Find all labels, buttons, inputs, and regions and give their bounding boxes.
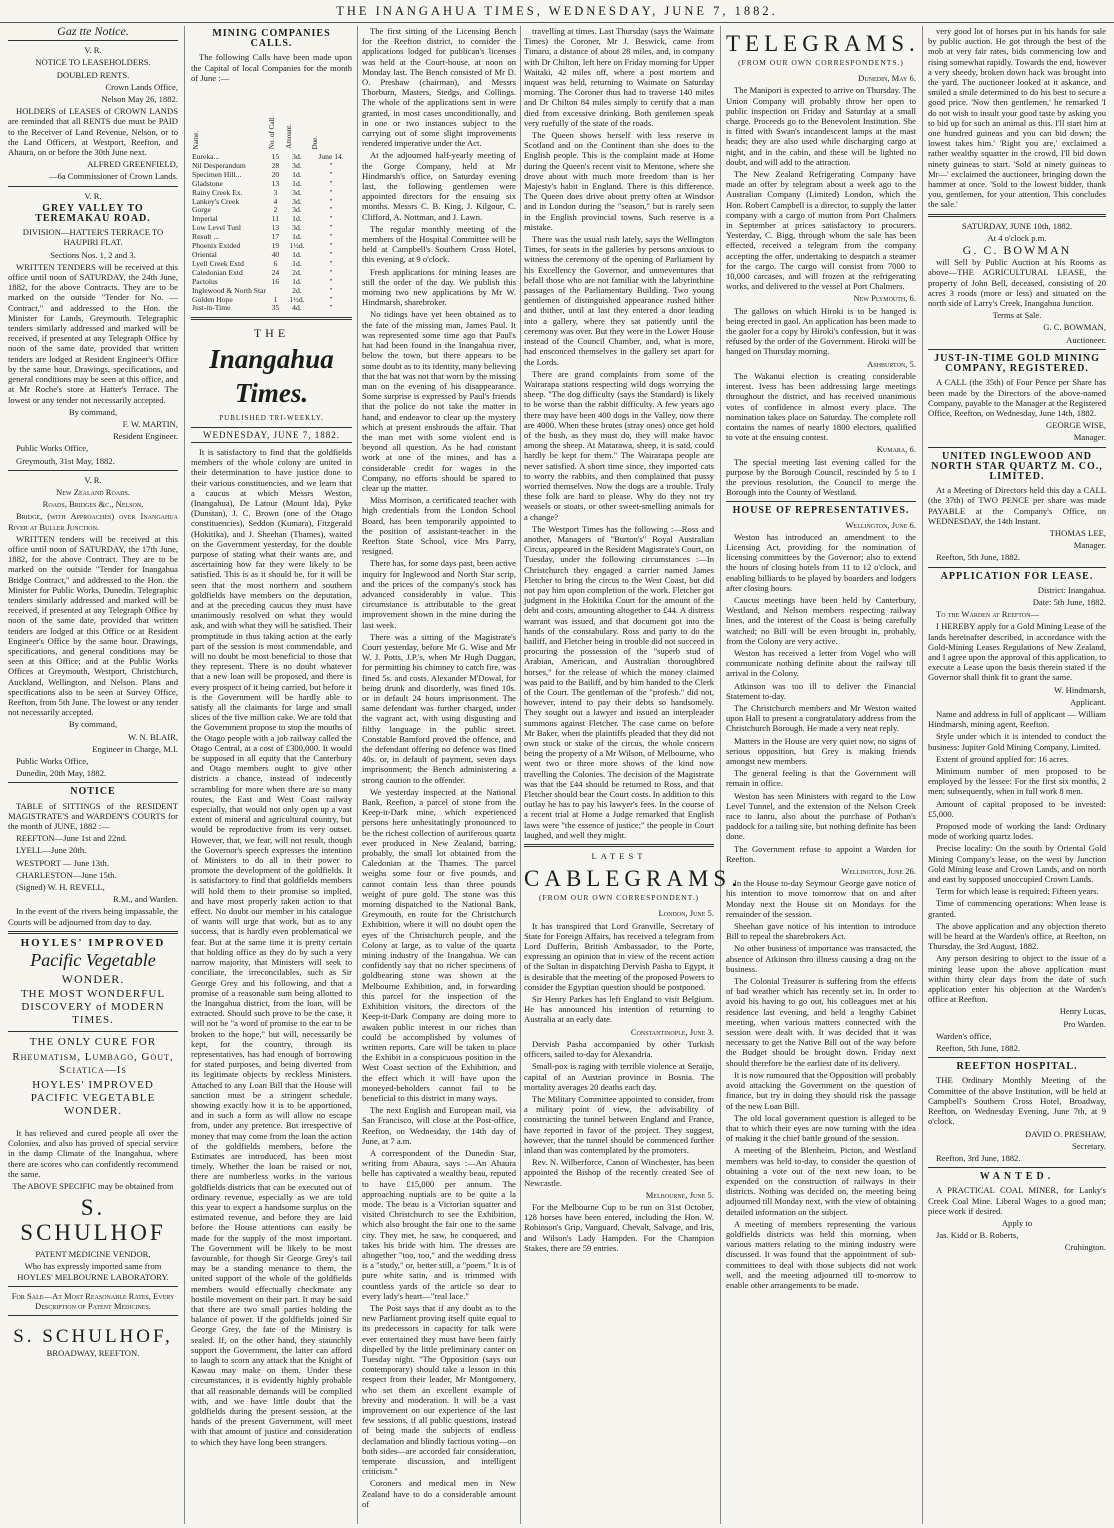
signatory-title: R.M., and Warden. <box>112 894 178 905</box>
tender-notice: WRITTEN tenders will be received at this office until noon of SATURDAY, the 17th June, 1882, for the above Contract. They are to be marked on the outside "Tender for Inangahua Bridge Contract," and addressed to the Hon. the Minister for Public Works, Dunedin. Telegraphic tenders similarly addressed and marked will be received, if presented at any Telegraph Office by noon of the same date, provided that written tenders are lodged at this Office or at Resident Engineer's Office by the same hour. Drawings, specifications, and general conditions may be seen at this Office; and at the Public Works Offices at Greymouth, Westport, Christchurch, Auckland, Wellington, and Nelson. Plans and specifications also to be seen at Survey Office, Reefton, from 5th June. The lowest or any tender not necessarily accepted. <box>8 533 178 718</box>
cable-item: Rev. N. Wilberforce, Canon of Winchester, has been appointed the Bishop of the recently created See of Newcastle. <box>524 1157 714 1188</box>
news-paragraph: The next English and European mail, via San Francisco, will close at the Post-office, Reefton, on Wednesday, the 14th day of June, at 7 a.m. <box>362 1105 516 1146</box>
royal-cipher: V. R. <box>84 190 102 201</box>
call-number: 16 <box>271 276 280 286</box>
house-item: The Colonial Treasurer is suffering from the effects of bad weather which has recently set in. In order to avoid his having to go out, his colleagues met at his residence last evening, and held a lengthy Cabinet meeting, when various matters connected with the session were dealt with. It was decided that it was necessary to get the Native Bill out of the way before the Budget should be brought down. Friday next should therefore be the earliest date of its delivery. <box>726 976 916 1068</box>
call-due: " <box>329 232 333 242</box>
divider <box>928 447 1106 448</box>
signatory-title: Applicant. <box>1069 696 1106 707</box>
call-number: 13 <box>271 223 280 233</box>
ad-wonder: WONDER. <box>61 972 125 987</box>
dateline: London, June 5. <box>658 908 714 919</box>
call-due: " <box>329 214 333 224</box>
news-paragraph: There are grand complaints from some of the Wairarapa stations respecting wild dogs worrying the sheep. "The dog difficulty (says the Standard) is likely to be worse than the rabbit difficulty. A few years ago there may have been 400 dogs in the Valley, now there are 4000. When these brutes (stray ones) once get hold of the bush, as they must do, they will make havoc among the sheep. At Matarawa, sheep, it is said, could hardly be kept for them." The Wairarapa people are never satisfied. A short time since, they imported cats to worry the rabbits, and then complained that pussy worried themselves. Now the dogs are a trouble. Truly these folk are hard to please. Why do they not try weasels or stoats, or other sweet-smelling animals for a change? <box>524 368 714 522</box>
auction-date: SATURDAY, JUNE 10th, 1882. <box>961 220 1073 231</box>
lease-detail: Style under which it is intended to conduct the business: Jupiter Gold Mining Company, Limited. <box>928 731 1106 752</box>
signatory-name: (Signed) W. H. REVELL, <box>16 882 105 893</box>
call-amount: 3d. <box>292 187 302 197</box>
divider <box>8 782 178 783</box>
lease-detail: Time of commencing operations: When lease is granted. <box>928 898 1106 919</box>
ad-pacific-vegetable: Pacific Vegetable <box>30 950 156 971</box>
division-heading: DIVISION—HATTER'S TERRACE TO HAUPIRI FLAT. <box>22 227 164 248</box>
gazette-notice-heading: Gaz tte Notice. <box>57 24 129 38</box>
call-amount: 3d. <box>292 152 302 162</box>
ad-hoyles-heading: HOYLES' IMPROVED <box>20 936 166 949</box>
house-item: A meeting of members representing the various goldfields districts was held this morning, when various matters relating to the mining industry were discussed. It was found that the appointment of sub-committees to deal with those subjects did not work well, and the meeting adjourned till to-morrow to enable other arrangements to be made. <box>726 1218 916 1290</box>
calls-header-due: Due. <box>311 135 320 150</box>
ad-only-cure: THE ONLY CURE FOR <box>29 1036 157 1049</box>
signatory-name: G. C. BOWMAN, <box>1043 322 1106 333</box>
call-company: Just-in-Time <box>192 303 231 313</box>
news-paragraph: Miss Morrison, a certificated teacher with high credentials from the London School Board, has been temporarily appointed to the position of assistant-teacher in the Reefton State School, vice Mrs Parry, resigned. <box>362 495 516 557</box>
call-amount: 1d. <box>292 249 302 259</box>
call-company: Phoenix Extded <box>192 241 241 251</box>
office-date: Dunedin, 20th May, 1882. <box>16 768 107 779</box>
call-number: 17 <box>271 232 280 242</box>
signatory-title: Engineer in Charge, M.I. <box>92 743 178 754</box>
divider <box>8 1031 178 1032</box>
rivers-note: In the event of the rivers being impassable, the Courts will be adjourned from day to day. <box>8 906 178 927</box>
cablegrams-source: (FROM OUR OWN CORRESPONDENT.) <box>538 893 700 903</box>
signatory-name: Henry Lucas, <box>1059 1006 1106 1017</box>
column-1 <box>8 26 178 1524</box>
notice-heading: NOTICE <box>70 786 116 798</box>
dateline: Wellington, June 6. <box>845 519 916 530</box>
calls-row <box>191 198 352 207</box>
telegrams-source: (FROM OUR OWN CORRESPONDENTS.) <box>738 58 904 67</box>
sections-line: Sections Nos. 1, 2 and 3. <box>50 249 136 260</box>
sittings-table-intro: TABLE of SITTINGS of the RESIDENT MAGISTRATE'S and WARDEN'S COURTS for the month of JUNE, 1882 :— <box>8 800 178 832</box>
news-paragraph: Coroners and medical men in New Zealand have to do a considerable amount of <box>362 1478 516 1509</box>
call-amount: 1d. <box>292 276 302 286</box>
dateline: Melbourne, June 5. <box>645 1189 714 1200</box>
sitting-westport: WESTPORT — June 13th. <box>16 857 109 868</box>
lease-detail: Any person desiring to object to the issue of a mining lease upon the above application must within thirty clear days from the date of such application enter his objection at the Warden's office at Reefton. <box>928 953 1106 1005</box>
call-number: 6 <box>273 258 278 268</box>
company-heading: JUST-IN-TIME GOLD MINING COMPANY, REGISTERED. <box>934 352 1100 375</box>
ad-obtained-from: The ABOVE SPECIFIC may be obtained from <box>12 1181 174 1192</box>
hospital-heading: REEFTON HOSPITAL. <box>956 1061 1078 1073</box>
call-due: " <box>329 241 333 251</box>
call-due: " <box>329 169 333 179</box>
auction-terms: Terms at Sale. <box>992 310 1042 321</box>
mining-calls-heading: MINING COMPANIES CALLS. <box>212 28 331 50</box>
call-amount: 1d. <box>292 169 302 179</box>
divider <box>928 214 1106 217</box>
ad-rheumatism: Rheumatism, Lumbago, Gout, Sciatica—Is <box>12 1051 174 1077</box>
crown-lands-office: Crown Lands Office, <box>105 81 178 92</box>
cable-item: Small-pox is raging with terrible violence at Seraijo, capital of an Austrian province in Bosnia. The mortality averages 20 deaths each day. <box>524 1061 714 1092</box>
column-rule <box>357 26 358 1524</box>
call-due: " <box>329 303 333 313</box>
dateline: Constantinople, June 3. <box>630 1026 714 1037</box>
nameplate-date: WEDNESDAY, JUNE 7, 1882. <box>191 427 352 443</box>
signatory-name: W. N. BLAIR, <box>127 731 178 742</box>
news-paragraph: There was the usual rush lately, says the Wellington Times, for seats in the galleries by persons anxious to witness the ceremony of the opening of Parliament by his Excellency the Governor, and unmeventures that befall those who are not familiar with the labyrinthine passages of the Parliamentary Building. Two young gentlemen of distinguished appearance rushed hither and thither, until at last they entered a door leading into a gallery, where they sat patiently until the ceremony was over. But they were in the Lower House instead of the Council Chamber, and, what is more, had ensconced themselves in the gallery set apart for the Lords. <box>524 234 714 367</box>
divider <box>928 1167 1106 1168</box>
cable-item: Sir Henry Parkes has left England to visit Belgium. He has announced his intention of returning to Australia at an early date. <box>524 994 714 1025</box>
ad-for-sale: For Sale—At Most Reasonable Rates, Every Description of Patent Medicines. <box>11 1290 175 1312</box>
divider <box>928 567 1106 568</box>
call-due: " <box>329 223 333 233</box>
signatory-name: GEORGE WISE, <box>1046 420 1106 431</box>
cablegrams-heading: CABLEGRAMS. <box>524 866 742 892</box>
call-company: Oriental <box>192 249 217 259</box>
wanted-heading: WANTED. <box>979 1171 1055 1183</box>
call-number: 1 <box>273 294 278 304</box>
house-item: A meeting of the Blenheim, Picton, and Westland members was held to-day, to consider the question of obtaining a vote out of the next new loan, to be expended on the construction of railways in their districts. Nothing was decided on, the meeting being adjourned till Monday next, with the view of obtaining detailed information on the subject. <box>726 1145 916 1217</box>
ad-broadway: BROADWAY, REEFTON. <box>46 1348 140 1359</box>
call-amount: 1½d. <box>289 294 305 304</box>
news-paragraph: very good lot of horses put in his hands for sale by public auction. He got through the best of the mob at very fair rates, bids commencing low and rising somewhat rapidly. Towards the end, however a very sheedy, broken down hack was brought into the yard. The auctioneer looked at it askance, and smiled a smile determined to do his best to secure a good price. 'Now then gentlemen,' he remarked 'I do not wish to insult your good taste by asking you to bid up for such an animal as this. I'll start him at one hundred guineas and you can bid down; the lowest takes him.' 'Right you are,' exclaimed a rather wealthy squatter in the crowd, I'll bid down ninety guineas to start. 'Sold at ninety guineas to Mr—' exclaimed the auctioneer, bringing down the hammer at once. 'Sold to the lowest bidder, thank you, gentlemen, for your attention. This concludes the sale.' <box>928 26 1106 210</box>
page-masthead: THE INANGAHUA TIMES, WEDNESDAY, JUNE 7, 1882. <box>0 0 1114 23</box>
lease-detail: Extent of ground applied for: 16 acres. <box>936 753 1069 764</box>
call-amount: 1d. <box>292 232 302 242</box>
signatory-name: THOMAS LEE, <box>1049 527 1106 538</box>
call-company: Eureka... <box>192 152 220 162</box>
news-paragraph: At the adjourned half-yearly meeting of the Gorge Company, held at Mr Hindmarsh's office, on Saturday evening last, the following gentlemen were appointed directors for the ensuing six months. Messrs C. B. King, J. Kilgour, C. Clifford, A. Nottman, and J. Lawn. <box>362 150 516 222</box>
call-amount: 2d. <box>292 285 302 295</box>
house-item: The Government refuse to appoint a Warden for Reefton. <box>726 843 916 864</box>
news-paragraph: The first sitting of the Licensing Bench for the Reefton district, to consider the applications lodged for publican's licenses was held at the Court-house, at noon on Monday last. The Bench consisted of Mr D. O. Preshaw (chairman), and Messrs Thorburn, Masters, Stedgs, and Collings. The whole of the applications sent in were granted, in most cases unconditionally, and in one or two instances subject to the carrying out of some slight improvements rendered imperative under the Act. <box>362 26 516 149</box>
signatory-title: Pro Warden. <box>1063 1018 1106 1029</box>
house-item: Weston has received a letter from Vogel who will communicate nothing definite about the railway till arrival in the Colony. <box>726 647 916 679</box>
column-6 <box>928 26 1106 1524</box>
wanted-text: A PRACTICAL COAL MINER, for Lanky's Creek Coal Mine. Liberal Wages to a good man; piece work if desired. <box>928 1185 1106 1216</box>
signatory-name: F. W. MARTIN, <box>122 418 178 429</box>
dateline: New Plymouth, 6. <box>853 293 916 304</box>
divider <box>928 349 1106 350</box>
news-paragraph: The Queen shows herself with less reserve in Scotland and on the Continent than she does to the English people. This is the complaint made at Home during the Queen's recent visit to Mentone, where she drove about with much more freedom than is her Majesty's habit in England. There is this difference. The Queen does drive about pretty often at Windsor and in London during the "season," but is rarely seen in the English provincial towns. Such reserve is a mistake. <box>524 130 714 232</box>
call-due: " <box>329 160 333 170</box>
lease-detail: Minimum number of men proposed to be employed by the lessee: For the first six months, 2 men; subsequently, when in full work 8 men. <box>928 766 1106 797</box>
news-paragraph: The Westport Times has the following :—Ross and another, Managers of "Burton's" Royal Australian Circus, appeared in the Resident Magistrate's Court, on Tuesday, under the following circumstances :—In Christchurch they engaged a carrier named James Fletcher to bring the circus to the West Coast, but did not pay him upon completion of the work. Fletcher got judgment in the Hokitika Court for the amount of the debt and costs, amounting altogether to £44. A distress warrant was issued, and that document got into the hands of the constabulary. Ross and party to do the bailiff, and Fletcher being in trouble did not succeed in procuring the possession of the "superb stud of Arabian, American, and Australian thoroughbred horses," for the release of which the money claimed was paid to the Bailiff, and by him handed to the Clerk of the Court. The gentleman of the "profesh." did not, however, intend to pay their debts so handsomely. They sought out a lawyer and issued an interpleader summons against Fletcher. The case came on before Mr Baker, when the plaintiffs pleaded that they did not own stock or stake of the circus, the whole concern being the property of a Mr Wilson, of Melbourne, who went two or three more shows of the kind now travelling the Colonies. The decision of the Magistrate was that the £44 should be returned to Ross, and that Fletcher should bear the Court costs. In addition to this outlay he has to pay his lawyer's fees. In the course of a recent trial at Home a Judge remarked that English laws were "the essence of justice;" the people in Court laughed, and well they might. <box>524 523 714 840</box>
sitting-reefton: REEFTON—June 1st and 22nd. <box>16 833 128 844</box>
news-paragraph: The Post says that if any doubt as to the new Parliament proving itself quite equal to its predecessors in capacity for talk were ever entertained they must have been fairly dispelled by the little preliminary canter on Tuesday night. "The Opposition (says our contemporary) should take a lesson in this respect from their leader, Mr Montgomery, who set them an excellent example of brevity and moderation. It will be a vast improvement on our experience of the last few sessions, if all public questions, instead of being made the subjects of endless declamation and blindly factious voting—on both sides—are accorded fair consideration, temperate discussion, and intelligent criticism." <box>362 1302 516 1477</box>
signatory-title: —6a Commissioner of Crown Lands. <box>48 171 178 182</box>
house-item: Weston has seen Ministers with regard to the Low Level Tunnel, and the extension of the Nelson Creek race to Ianru, also about the purchase of Pothan's paddock for a tailing site, but nothing definite has been done. <box>726 790 916 842</box>
column-rule <box>922 26 923 1524</box>
call-amount: 3d. <box>292 196 302 206</box>
ad-schulhof: S. SCHULHOF <box>20 1195 166 1246</box>
divider <box>8 40 178 41</box>
bridge-heading: Bridge, (with Approaches) over Inangahua River at Buller Junction. <box>8 511 178 532</box>
sitting-charleston: CHARLESTON—June 15th. <box>16 869 117 880</box>
crown-lands-date: Nelson May 26, 1882. <box>101 94 178 105</box>
calls-header-amount: Amount. <box>284 124 293 150</box>
column-rule <box>720 26 721 1524</box>
call-number: 24 <box>271 267 280 277</box>
lease-detail: Term for which lease is required: Fifteen years. <box>936 886 1099 897</box>
call-due: " <box>329 178 333 188</box>
call-due: " <box>329 258 333 268</box>
ad-hoyles-pacific: HOYLES' IMPROVED PACIFIC VEGETABLE WONDER. <box>30 1079 156 1118</box>
call-company: Gladstone <box>192 178 223 188</box>
calls-header-name: Name. <box>192 130 200 150</box>
divider <box>191 317 352 320</box>
nameplate-published: PUBLISHED TRI-WEEKLY. <box>219 413 324 422</box>
cable-item: The Military Committee appointed to consider, from a military point of view, the advisability of constructing the tunnel between England and France, have reported in favor of the project. They suggest, however, that the tunnel should be commenced further inland than was contemplated by the promoters. <box>524 1093 714 1155</box>
call-number: 28 <box>271 160 280 170</box>
notice-date: Reefton, 5th June, 1882. <box>936 552 1021 563</box>
call-due: " <box>329 276 333 286</box>
call-company: Pactolus <box>192 276 218 286</box>
call-due: " <box>329 285 333 295</box>
news-paragraph: There has, for some days past, been active inquiry for Inglewood and North Star scrip, and the prices of the company's stock has advanced considerably in value. This circumstance is attributable to the great improvement shown in the mine during the last week. <box>362 558 516 630</box>
call-company: Lyell Creek Extd <box>192 258 244 268</box>
ad-imported: Who has expressly imported same from HOYLES' MELBOURNE LABORATORY. <box>17 1261 169 1282</box>
office-line: Warden's office, <box>936 1030 992 1041</box>
telegrams-heading: TELEGRAMS. <box>726 31 920 56</box>
sitting-lyell: LYELL—June 20th. <box>16 845 87 856</box>
news-paragraph: A correspondent of the Dunedin Star, writing from Ahaura, says :—An Ahaura belle has captivated a wealthy beau, reputed to have £15,000 per annum. The approaching nuptials are to be quite a la mode. The beau is a Victorian squatter and visited Christchurch to see the Exhibition, which also brought the fair one to the same city. They met, he saw, he conquered, and takes his bride with him. The dresses are altogether "too, too," and the wedding dress is a "study," or, better still, a "poem." It is of pure white satin, and is trimmed with countless yards of the article so dear to every lady's heart—"real lace." <box>362 1147 516 1301</box>
cable-item: For the Melbourne Cup to be run on 31st October, 128 horses have been entered, including the Hon. W. Robinson's Grip, Vanguard, Chevalt, Salvage, and Iris, and Wilson's Lady Hampden. For the Champion Stakes, there are 59 entries. <box>524 1201 714 1253</box>
leaseholders-heading: NOTICE TO LEASEHOLDERS. <box>35 57 151 68</box>
house-item: Caucus meetings have been held by Canterbury, Westland, and Nelson members respecting railway lines, and the interest of the Coast is being carefully watched; no Bill will be even brought in, probably, from the Colony are very active. <box>726 594 916 646</box>
divider <box>8 931 178 934</box>
ad-vendor: PATENT MEDICINE VENDOR, <box>35 1249 151 1260</box>
lease-district: District: Inangahua. <box>1037 584 1106 595</box>
lease-detail: The above application and any objection thereto will be heard at the Warden's office, at Reefton, on Thursday, the 3rd August, 1882. <box>928 920 1106 952</box>
call-company: Lankey's Creek <box>192 196 240 206</box>
call-number: 15 <box>271 152 280 162</box>
news-paragraph: We yesterday inspected at the National Bank, Reefton, a parcel of stone from the Keep-it-Dark mine, which experienced persons here unhesitatingly pronounced to be the richest collection of auriferous quartz ever produced in New Zealand, barring, probably, the small lot obtained from the Caledonian at the Thames. The parcel weighs some four or five pounds, and cannot contain less than three pounds weight of pure gold. The stone was this morning dispatched to the National Bank, Greymouth, en route for the Christchurch Exhibition, where it will no doubt open the eyes of the Christchurch people, and the Colony at large, as to value of the quartz mining industry of the Inangahua. We can confidently say that no richer specimens of goldbearing stone was shown at the Melbourne Exhibition, and, in forwarding this parcel for the inspection of the Exhibition visitors, the directors of the Keep-it-Dark Company are doing more to awaken public interest in our riches than could be accomplished by volumes of written reports. Care will be taken to place the Exhibit in a conspicuous position in the West Coast section of the Exhibition, and the effect which it will have upon the moneyed-beholders cannot fail to be beneficial to this district in many ways. <box>362 786 516 1103</box>
house-item: The old local government question is alleged to be that to which their eyes are now turning with the idea of making it the chief battle ground of the session. <box>726 1112 916 1144</box>
call-number: 3 <box>273 187 278 197</box>
cable-item: It has transpired that Lord Granville, Secretary of State for Foreign Affairs, has received a telegram from Lord Dufferin, British Ambassador, to the Porte, expressing an opinion that in view of the recent action of the Sultan in dispatching Dervish Pasha to Egypt, it is desirable that the meeting of the proposed Powers to consider the Egyptian question should be postponed. <box>524 920 714 992</box>
call-number: 40 <box>271 249 280 259</box>
news-paragraph: Fresh applications for mining leases are still the order of the day. We publish this morning two new applications by Mr W. Hindmarsh, sharebroker. <box>362 266 516 308</box>
dateline: Dunedin, May 6. <box>858 73 916 84</box>
house-item: Weston has introduced an amendment to the Licensing Act, providing for the nomination of licensing committees by the Governor; also to extend the hours of closing hotels from 11 to 12 o'clock, and enabling billiards to be played by boarders and lodgers after closing hours. <box>726 531 916 593</box>
telegram-item: The special meeting last evening called for the purpose by the Borough Council, rescinded by 5 to 1 the previous resolution, the Council to merge the Borough into the County of Westland. <box>726 456 916 498</box>
contact-place: Cruhington. <box>1064 1242 1106 1253</box>
signatory-name: ALFRED GREENFIELD, <box>87 159 178 170</box>
column-4 <box>524 26 742 1524</box>
lease-addressee: To the Warden at Reefton— <box>936 609 1040 620</box>
call-number: 11 <box>271 214 280 224</box>
signatory-title: Auctioneer. <box>1066 334 1106 345</box>
telegram-item: The gallows on which Hiroki is to be hanged is being erected in gaol. An application has been made to the gaoler for a copy by Hiroki's confession, but it was refused by the order of the Government. Hiroki will be hanged on Thursday morning. <box>726 305 916 357</box>
call-number: 20 <box>271 169 280 179</box>
house-item: The Christchurch members and Mr Weston waited upon Hall to present a congratulatory address from the Christchurch Borough. He made a very neat reply. <box>726 702 916 734</box>
call-amount: 1½d. <box>289 241 305 251</box>
call-due: " <box>329 294 333 304</box>
auction-time: At 4 o'clock p.m. <box>987 232 1047 243</box>
call-due: " <box>329 187 333 197</box>
call-company: Gorge <box>192 205 211 215</box>
lease-heading: APPLICATION FOR LEASE. <box>940 570 1094 582</box>
call-amount: 1d. <box>292 258 302 268</box>
column-2 <box>191 26 352 1524</box>
royal-cipher: V. R. <box>84 45 102 56</box>
auction-text: will Sell by Public Auction at his Rooms as above—THE AGRICULTURAL LEASE, the property of John Bell, deceased, consisting of 20 acres 3 roods (more or less) and situated on the north side of Larry's Creek, Inangahua Junction. <box>928 257 1106 309</box>
column-rule <box>520 26 521 1524</box>
column-rule <box>184 26 185 1524</box>
by-command: By command, <box>68 719 118 730</box>
office-date: Reefton, 3rd June, 1882. <box>936 1152 1021 1163</box>
house-heading: HOUSE OF REPRESENTATIVES. <box>732 505 910 517</box>
call-amount: 3d. <box>292 223 302 233</box>
call-due: " <box>329 267 333 277</box>
divider <box>8 186 178 187</box>
call-notice: At a Meeting of Directors held this day a CALL (the 37th) of TWO PENCE per share was made PAYABLE at the Company's Office, on WEDNESDAY, the 14th Instant. <box>928 485 1106 526</box>
call-company: Result ... <box>192 232 220 242</box>
telegram-item: The New Zealand Refrigerating Company have made an offer by telegram about a week ago to the Australian Company (Limited) London, which the Hon. Robert Campbell is a director, to supply the latter company with a cargo of mutton from Port Chalmers in September at prices satisfactory to procurers. Yesterday, C. Bigg, through whom the sale has been effected, received a telegram from the company accepting the offer, undertaking to despatch a steamer for the cargo. The cargo will consist from 7000 to 10,000 carcases, and will frozen at the refrigerating works, and delivered to the vessel at Port Chalmers. <box>726 169 916 292</box>
telegram-item: The Wakanui election is creating considerable interest. Ivess has been addressing large meetings throughout the district, and has received unanimous votes of confidence in almost every place. The nomination takes place on Saturday. The complete roll contains the names of nearly 1800 electors, qualified to vote at the ensuing contest. <box>726 370 916 443</box>
news-paragraph: The regular monthly meeting of the members of the Hospital Committee will be held at Campbell's Southern Cross Hotel, this evening, at 9 o'clock. <box>362 223 516 265</box>
call-amount: 3d. <box>292 160 302 170</box>
tender-notice: WRITTEN TENDERS will be received at this office until noon of SATURDAY, the 24th June, 1882, for the above Contracts. They are to be marked on the outside "Tender for No. —Contract," and addressed to the Hon. the Minister for Lands, Greymouth. Telegraphic tenders similarly addressed and marked will be received, if presented at any Telegraph Office by noon of the same date, provided that written tenders are lodged at Resident Engineer's Office by the same hour. Drawings, specifications, and general conditions may be seen at this office, and at Mr Roche's store at Hatter's Terrace. The lowest or any tender not necessarily accepted. <box>8 261 178 405</box>
call-number: 4 <box>273 196 278 206</box>
call-company: Nil Desperandum <box>192 160 246 170</box>
dateline: Kumara, 6. <box>876 444 916 455</box>
dateline: Ashburton, 5. <box>867 358 916 369</box>
leading-article: It is satisfactory to find that the goldfields members of the whole colony are united in their determination to have justice done to their various constituencies, and we learn that a caucus at which Messrs Weston, (Inangahua), De Latour (Mount Ida), Pyke (Dunstan), J. C. Brown (one of the Otago constituencies), Seddon (Kumara), Fitzgerald (Hokitika), and J. Sheehan (Thames), waited on the Government yesterday, for the double purpose of stating what their wants are, and ascertaining how far they were likely to be satisfied. This is as it should be, for it will be seen that the most northern and southern goldfields have members on the deputation, and at the preceding caucus they must have unanimously resolved on what they would ask, and with what they will be satisfied. Their promptitude in thus taking action at the early part of the session is most commendable, and will no doubt be most beneficial to those that they represent. There is no doubt whatever that a new loan will be proposed, and there is every prospect of it being carried, but before it is the Government will be hardly able to satisfy all the claimants for large and small slices of the five million cake. We are told that the Government propose to stop the mouths of the Otago people with a job railway called the Otago Central, at a cost of £300,000. It would be supposed in all equity that the Canterbury and Otago members ought to give other districts a chance, instead of indecently scrambling for more when there are so many routes, the East and West Coast railway especially, that would not only open up a vast extent of mineral and agricultural country, but would be reproductive from its very outset. However, that, we fear, will not result, though the Governor's speech expresses the intention of Ministers to do all in their power to promote the development of the goldfields. It is satisfactory to find that goldfields members will hold them to their promise so implied, and have most properly taken action to that effect. No doubt our member in his catalogue of wants will urge that work, but as to any success, that is hardly even problematical we fear. But at the same time it is pretty certain that holding office as they do by such a very narrow majority, that Ministers will seek to conciliate, the irreconcilables, such as Sir George Grey and his following, and that a promise of a reasonable sum being allotted to the Inangahua district, from the loan, will be extracted. Should such prove to be the case, it will not be "a word of promise to the ear to be broken to the hope," but will, necessarily be kept, for the country, through its representatives, has had enough of borrowing for stated purposes, and being diverted from its legitimate objects by reckless Ministers. Attached to any Loan Bill that the House will sanction must be a stringent schedule, showing exactly how it is to be apportioned, and in such a form as will allow no escape from, under any pretence. But irrespective of money that may come from the loan the action of the goldfields members, before the Estimates are introduced, has been most timely. Whether the loan be raised or not, there are numberless works in the various goldfields districts that can be executed out of ordinary revenue, especially as we are told this year to expect a handsome surplus on the estimated revenue, and before they are laid before the House attentions can easily be made for the supply of the most important. The Government will be likely to be most favourable, for though Sir George Grey's tail may be a standing menance to them, the united support of the whole of the goldfields members would effectually checkmate any hostile movement on their part. It may be said that there are two small parties holding the balance of power. If the goldfields joined Sir George Grey, the fate of the Ministry is sealed. If, on the other hand, they staunchly support the Government, the latter can afford to laugh to scorn any attack that the Knight of Kawau may make on them. Under these circumstances, it is evidently highly probable that all reasonable demands will be complied with, and we have little doubt that the goldfields during the present session, at the hands of the present Government, will meet with that amount of justice and consideration to which they have long been strangers. <box>191 446 352 1447</box>
ad-most-wonderful: THE MOST WONDERFUL DISCOVERY of MODERN TIMES. <box>20 988 166 1027</box>
latest-heading: LATEST <box>591 851 647 862</box>
call-number: 13 <box>271 178 280 188</box>
call-number: 19 <box>271 241 280 251</box>
call-amount: 1d. <box>292 214 302 224</box>
mining-calls-intro: The following Calls have been made upon the Capital of local Companies for the month of June :— <box>191 52 352 83</box>
office-line: Public Works Office, <box>16 443 89 454</box>
call-company: Rainy Creek Ex. <box>192 187 243 197</box>
call-company: Golden Hope <box>192 294 233 304</box>
call-company: Low Level Tunl <box>192 223 241 233</box>
call-company: Inglewood & North Star <box>192 285 267 295</box>
call-due: " <box>329 205 333 215</box>
news-paragraph: No tidings have yet been obtained as to the fate of the missing man, James Paul. It was represented some time ago that Paul's hat had been found in the Inangahua river, below the town, but there appears to be some doubt as to its identity, many believing that the hat was not that worn by the missing man on the evening of his disappearance. Some surprise is expressed by Paul's friends that the police do not take the matter in hand, and endeavor to clear up the mystery which at present enshrouds the affair. That the man met with some violent end is beyond all question. As he had constant work at one of the mines, and has a considerable credit for wages in the Company, no efforts should be spared to clear up the matter. <box>362 309 516 493</box>
lease-date: Date: 5th June, 1882. <box>1032 596 1106 607</box>
news-paragraph: There was a sitting of the Magistrate's Court yesterday, before Mr G. Wise and Mr W. J. Potts, J.P.'s, when Mr Hugh Duggan, for permitting his chimney to catch fire, was fined 5s. and costs. Alexander M'Dowal, for being drunk and disorderly, was fined 10s. or in default 24 hours imprisonment. The same defendant was further charged, under the vagrant act, with using disgusting and filthy language in the public street. Constable Bamford proved the offence, and the defendant offering no defence was fined 40s. or, in default of payment, seven days imprisonment; the Bench administering a strong caution to the offender. <box>362 631 516 785</box>
call-number: 2 <box>273 205 278 215</box>
office-date: Reefton, 5th June, 1882. <box>936 1043 1021 1054</box>
cable-item: Dervish Pasha accompanied by other Turkish officers, sailed to-day for Alexandria. <box>524 1038 714 1060</box>
call-amount: 2d. <box>292 267 302 277</box>
calls-header-number: No. of Call. <box>268 116 277 150</box>
roads-subheading: Roads, Bridges &c., Nelson. <box>42 499 144 510</box>
signatory-title: Manager. <box>1073 540 1106 551</box>
mining-calls-table <box>191 85 352 313</box>
house-item: Sheehan gave notice of his intention to introduce Bill to repeal the sharebrokers Act. <box>726 921 916 942</box>
signatory-title: Secretary. <box>1071 1140 1106 1151</box>
royal-cipher: V. R. <box>84 474 102 485</box>
call-number: 35 <box>271 303 280 313</box>
mining-calls-rows <box>191 153 352 313</box>
call-company: Imperial <box>192 214 218 224</box>
house-item: No other business of importance was transacted, the absence of Atkinson thro illness causing a drag on the business. <box>726 943 916 974</box>
auctioneer-name: G. C. BOWMAN <box>962 243 1072 258</box>
divider <box>726 501 916 502</box>
divider <box>8 1315 178 1316</box>
house-item: Atkinson was too ill to deliver the Financial Statement to-day. <box>726 680 916 701</box>
office-line: Public Works Office, <box>16 756 89 766</box>
call-notice: A CALL (the 35th) of Four Pence per Share has been made by the Directors of the above-named Company, payable to the Manager at the Registered Office, Reefton, on Wednesday, June 14th, 1882. <box>928 377 1106 418</box>
ad-schulhof-2: S. SCHULHOF, <box>13 1326 173 1348</box>
column-5 <box>726 26 920 1524</box>
call-amount: 4d. <box>292 303 302 313</box>
road-heading: GREY VALLEY TO TEREMAKAU ROAD. <box>35 202 151 225</box>
house-item: It is now rumoured that the Opposition will probably avoid attacking the Government on the question of finance, but try in doing they should risk the passage of the new Loan Bill. <box>726 1069 916 1111</box>
lease-detail: Amount of capital proposed to be invested: £5,000. <box>928 798 1106 819</box>
divider <box>8 1286 178 1287</box>
news-paragraph: travelling at times. Last Thursday (says the Waimate Times) the Coroner, Mr J. Beswick, came from Timaru, a distance of about 28 miles, and, in company with Dr Chilton, left here on Friday morning for Upper Waitaki, 42 miles off, where a post mortem and inquest was held, returning to Waimate on Saturday morning. The Coroner thus had to traverse 140 miles and Dr Chilton 84 miles simply to certify that a man died from excessive drinking. Both gentlemen speak very ruefully of the state of the roads. <box>524 26 714 128</box>
call-amount: 3d. <box>292 205 302 215</box>
nameplate-the: THE <box>253 326 290 341</box>
lease-text: I HEREBY apply for a Gold Mining Lease of the lands hereinafter described, in accordance with the Gold-Mining Leases Regulations of New Zealand, and I agree upon the approval of this application, to execute a Lease upon the basis therein stated if the Governor shall think fit to grant the same. <box>928 621 1106 683</box>
house-item: Matters in the House are very quiet now, no signs of serious opposition, but Grey is making friends amongst new members. <box>726 735 916 766</box>
signatory-title: Manager. <box>1073 432 1106 443</box>
call-amount: 1d. <box>292 178 302 188</box>
nameplate-title: Inangahua Times. <box>209 343 334 408</box>
calls-row <box>191 304 352 313</box>
column-3 <box>362 26 516 1524</box>
roads-heading: New Zealand Roads. <box>56 486 130 497</box>
doubled-rents-heading: DOUBLED RENTS. <box>56 69 130 80</box>
house-item: The general feeling is that the Government will remain in office. <box>726 768 916 789</box>
call-company: Caledonian Extd <box>192 267 243 277</box>
leaseholders-notice: HOLDERS of LEASES of CROWN LANDS are reminded that all RENTS due must be PAID to the Receiver of Land Revenue, Nelson, or to the Land Officers, at Westport, Reefton, and Ahaura, on or before the 30th June next. <box>8 106 178 158</box>
lease-detail: Precise locality: On the south by Oriental Gold Mining Company's lease, on the west by Junction Gold Mining lease and Crown Lands, and on north and east by supposed unoccupied Crown Lands. <box>928 843 1106 885</box>
dateline: Wellington, June 26. <box>841 866 916 877</box>
signatory-title: Resident Engineer. <box>113 431 178 442</box>
apply-to: Apply to <box>1001 1217 1033 1228</box>
call-due: " <box>329 249 333 259</box>
by-command: By command, <box>68 406 118 417</box>
divider <box>928 1057 1106 1058</box>
ad-relieved-text: It has relieved and cured people all over the Colonies, and also has proved of special service in the damp Climate of the Inangahua, where there are scores who can confidently recommend the same. <box>8 1128 178 1179</box>
divider <box>8 470 178 471</box>
lease-detail: Proposed mode of working the land: Ordinary mode of working quartz lodes. <box>928 821 1106 842</box>
newspaper-nameplate <box>191 328 352 443</box>
call-due: June 14. <box>318 152 344 162</box>
call-company: Specimen Hill... <box>192 169 242 179</box>
house-item: In the House to-day Seymour George gave notice of his intention to move tomorrow that on and after Monday next the House sit on Mondays for the remainder of the session. <box>726 878 916 919</box>
company-heading: UNITED INGLEWOOD AND NORTH STAR QUARTZ M. CO., LIMITED. <box>931 450 1103 482</box>
hospital-text: THE Ordinary Monthly Meeting of the Committee of the above Institution, will be held at Campbell's Southern Cross Hotel, Broadway, Reefton, on Wednesday Evening, June 7th, at 9 o'clock. <box>928 1075 1106 1127</box>
call-due: " <box>329 196 333 206</box>
lease-detail: Name and address in full of applicant — William Hindmarsh, mining agent, Reefton. <box>928 708 1106 730</box>
office-date: Greymouth, 31st May, 1882. <box>16 455 115 466</box>
contact-names: Jas. Kidd or B. Roberts, <box>936 1230 1019 1241</box>
telegram-item: The Manipori is expected to arrive on Thursday. The Union Company will probably throw her open to public inspection on Friday and Saturday at a small charge. Proceeds go to the Benevolent Institution. She is fitted with Swan's incandescent lamps at the mast heads; they are also used while discharging cargo at night, and in the cabin, and these will be lighted no doubt, and will add to the attraction. <box>726 85 916 167</box>
signatory-name: W. Hindmarsh, <box>1054 684 1106 695</box>
divider <box>524 844 714 847</box>
signatory-name: DAVID O. PRESHAW, <box>1025 1128 1106 1139</box>
